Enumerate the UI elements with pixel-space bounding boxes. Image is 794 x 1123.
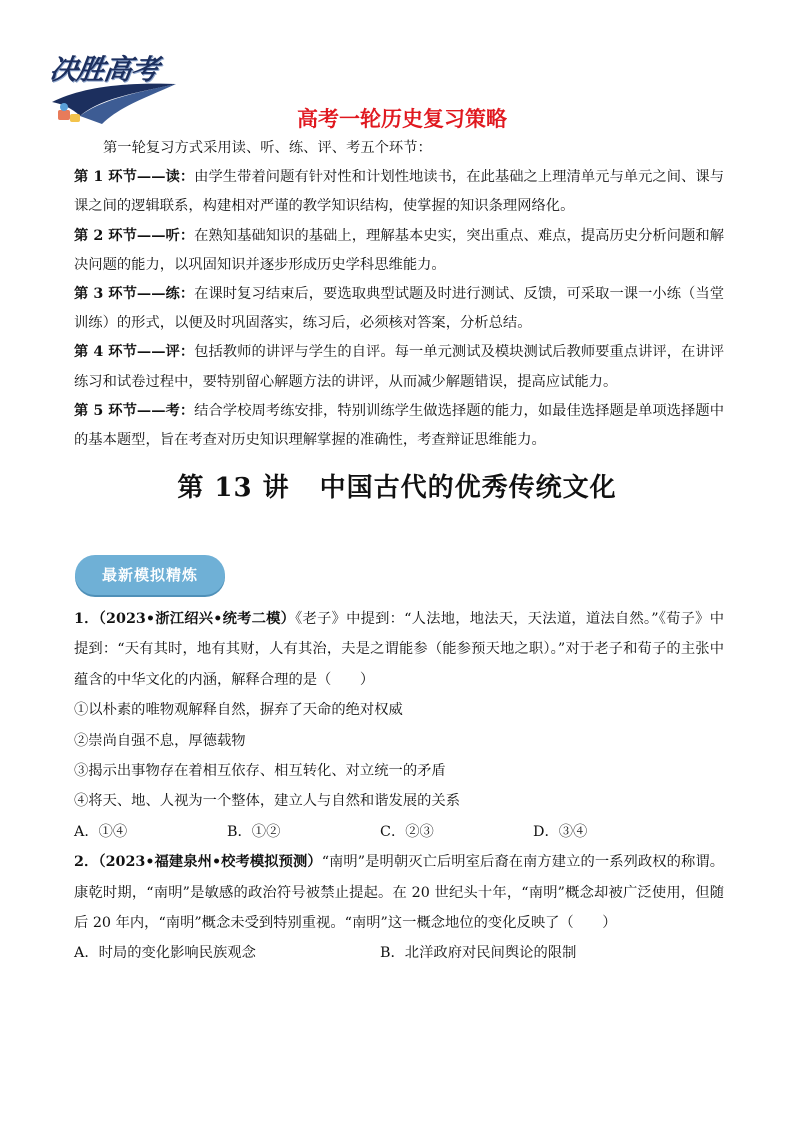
step-text: 包括教师的讲评与学生的自评。每一单元测试及模块测试后教师要重点讲评，在讲评练习和试卷过程中，要特别留心解题方法的讲评，从而减少解题错误，提高应试能力。: [74, 344, 724, 390]
lecture-heading: [0, 467, 794, 504]
option-b[interactable]: B．北洋政府对民间舆论的限制: [380, 945, 577, 962]
step-label: 第 1 环节——读：: [74, 169, 195, 186]
document-title: 高考一轮历史复习策略: [297, 107, 507, 131]
question-1-source: 1．（2023•浙江绍兴•统考二模）: [74, 611, 296, 627]
logo-text: 决胜高考: [47, 53, 161, 86]
step-label: 第 4 环节——评：: [74, 344, 195, 361]
step-label: 第 3 环节——练：: [74, 286, 195, 303]
step-text: 由学生带着问题有针对性和计划性地读书，在此基础之上理清单元与单元之间、课与课之间的逻辑联系，构建相对严谨的教学知识结构，使掌握的知识条理网络化。: [74, 169, 724, 215]
intro-lead: 第一轮复习方式采用读、听、练、评、考五个环节：: [103, 140, 432, 156]
option-b[interactable]: B．①②: [227, 823, 281, 840]
question-1-item: ③揭示出事物存在着相互依存、相互转化、对立统一的矛盾: [74, 763, 446, 780]
intro-section: [74, 134, 724, 455]
step-label: 第 2 环节——听：: [74, 227, 195, 244]
question-2-options: [74, 938, 724, 968]
question-1-item: ①以朴素的唯物观解释自然，摒弃了天命的绝对权威: [74, 702, 403, 719]
question-2-text: “南明”是明朝灭亡后明室后裔在南方建立的一系列政权的称谓。康乾时期，“南明”是敏感的政治符号被禁止提起。在 20 世纪头十年，“南明”概念却被广泛使用，但随后 20 年内，“南明”概念未受到特别重视。“南明”这一概念地位的变化反映了（ ）: [74, 854, 724, 932]
question-2-stem: [74, 847, 724, 938]
question-1-item: ②崇尚自强不息，厚德载物: [74, 732, 246, 749]
option-c[interactable]: C．②③: [380, 823, 434, 840]
lecture-name: 中国古代的优秀传统文化: [319, 473, 617, 503]
question-1-item: ④将天、地、人视为一个整体，建立人与自然和谐发展的关系: [74, 793, 461, 810]
step-text: 在熟知基础知识的基础上，理解基本史实，突出重点、难点，提高历史分析问题和解决问题的能力，以巩固知识并逐步形成历史学科思维能力。: [74, 227, 724, 273]
question-1-text: 《老子》中提到：“人法地，地法天，天法道，道法自然。”《荀子》中提到：“天有其时，地有其财，人有其治，夫是之谓能参（能参预天地之职）。”对于老子和荀子的主张中蕴含的中华文化的内涵，解释合理的是（ ）: [74, 611, 724, 688]
step-text: 结合学校周考练安排，特别训练学生做选择题的能力，如最佳选择题是单项选择题中的基本题型，旨在考查对历史知识理解掌握的准确性，考查辩证思维能力。: [74, 402, 724, 449]
question-2-source: 2．（2023•福建泉州•校考模拟预测）: [74, 854, 322, 871]
step-text: 在课时复习结束后，要选取典型试题及时进行测试、反馈，可采取一课一小练（当堂训练）的形式，以便及时巩固落实，练习后，必须核对答案，分析总结。: [74, 286, 724, 332]
lecture-number: 第 13 讲: [177, 473, 290, 503]
step-paragraph: [74, 397, 724, 455]
step-paragraph: [74, 222, 724, 280]
step-paragraph: [74, 280, 724, 338]
questions-section: [74, 604, 724, 969]
option-a[interactable]: A．时局的变化影响民族观念: [74, 945, 256, 962]
step-paragraph: [74, 338, 724, 396]
section-badge: 最新模拟精炼: [75, 555, 225, 595]
question-1-options: [74, 817, 724, 847]
step-label: 第 5 环节——考：: [74, 402, 195, 419]
step-paragraph: [74, 163, 724, 221]
question-1-stem: [74, 604, 724, 695]
option-d[interactable]: D．③④: [533, 823, 588, 840]
option-a[interactable]: A．①④: [74, 823, 128, 840]
